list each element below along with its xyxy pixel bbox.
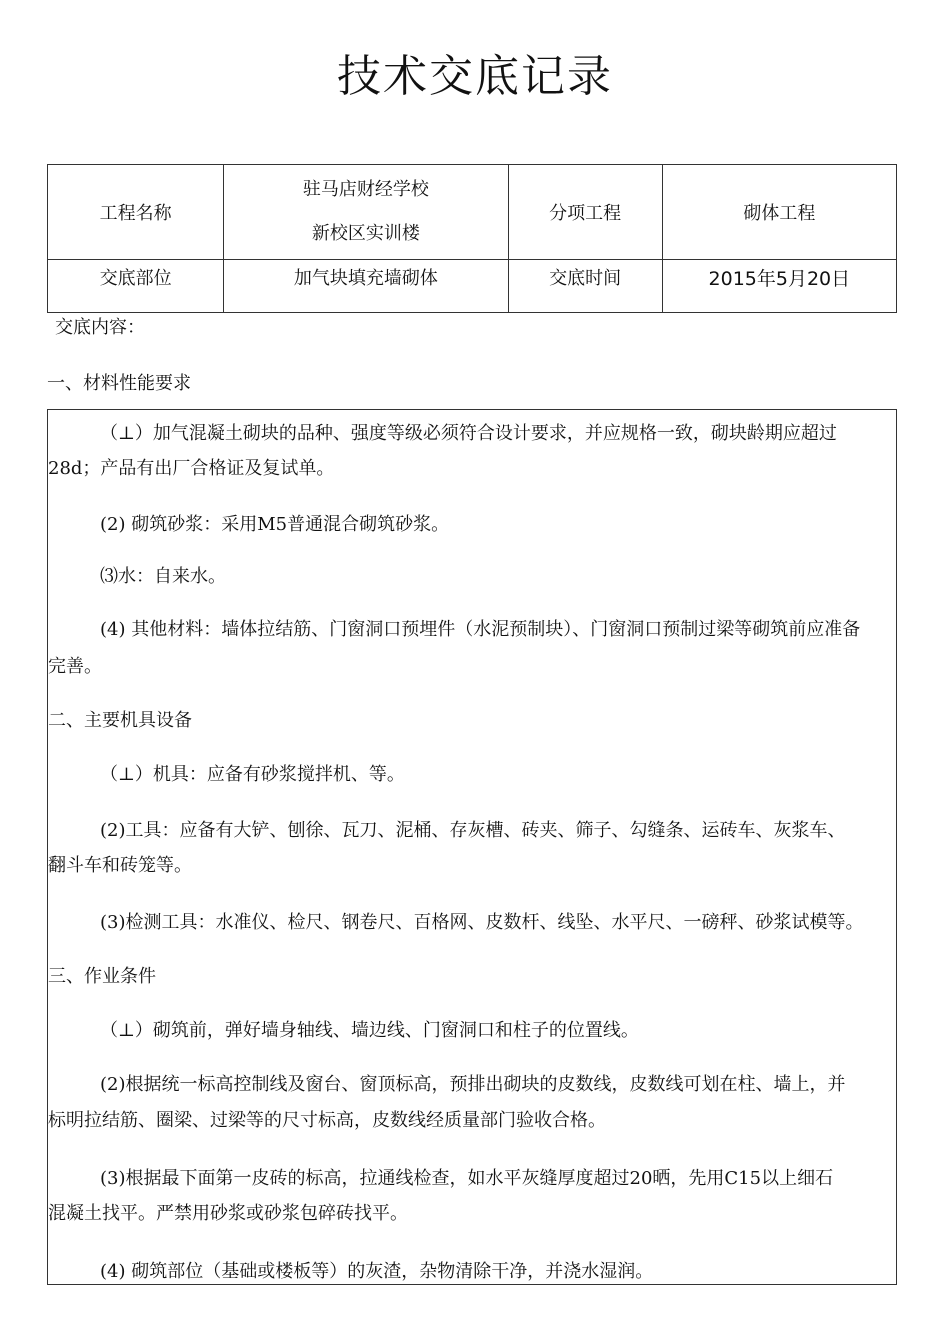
s3-p2a: (2)根据统一标高控制线及窗台、窗顶标高，预排出砌块的皮数线，皮数线可划在柱、墙上，并 <box>100 1074 846 1095</box>
s3-p3b: 混凝土找平。严禁用砂浆或砂浆包碎砖找平。 <box>48 1203 408 1224</box>
s1-p1a: （⊥）加气混凝土砌块的品种、强度等级必须符合设计要求，并应规格一致，砌块龄期应超过 <box>100 423 837 444</box>
s2-p2a: (2)工具：应备有大铲、刨徐、瓦刀、泥桶、存灰槽、砖夹、筛子、勾缝条、运砖车、灰浆车、 <box>100 820 846 841</box>
section-1-title: 一、材料性能要求 <box>47 373 191 394</box>
project-name-cell <box>224 165 508 260</box>
table-row <box>48 260 897 313</box>
info-table <box>47 164 897 313</box>
content-label: 交底内容： <box>55 317 145 338</box>
time-value: 2015年5月20日 <box>662 260 896 313</box>
s3-p1: （⊥）砌筑前，弹好墙身轴线、墙边线、门窗洞口和柱子的位置线。 <box>100 1020 639 1041</box>
part-label: 交底部位 <box>48 260 224 313</box>
s3-p3a: (3)根据最下面第一皮砖的标高，拉通线检查，如水平灰缝厚度超过20晒，先用C15以上细石 <box>100 1168 834 1189</box>
page-title: 技术交底记录 <box>337 51 613 102</box>
section-3-title: 三、作业条件 <box>48 966 156 987</box>
s1-p4a: (4) 其他材料：墙体拉结筋、门窗洞口预埋件（水泥预制块）、门窗洞口预制过梁等砌筑前应准备 <box>100 619 861 640</box>
content-box <box>47 409 897 1285</box>
s2-p3: (3)检测工具：水准仪、检尺、钢卷尺、百格网、皮数杆、线坠、水平尺、一磅秤、砂浆试模等。 <box>100 912 864 933</box>
s3-p4: (4) 砌筑部位（基础或楼板等）的灰渣，杂物清除干净，并浇水湿润。 <box>100 1261 654 1282</box>
s2-p2b: 翻斗车和砖笼等。 <box>48 855 192 876</box>
s3-p2b: 标明拉结筋、圈梁、过梁等的尺寸标高，皮数线经质量部门验收合格。 <box>48 1110 606 1131</box>
s1-p2: (2) 砌筑砂浆：采用M5普通混合砌筑砂浆。 <box>100 514 450 535</box>
project-name-line1: 驻马店财经学校 <box>302 179 429 200</box>
project-label: 工程名称 <box>48 165 224 260</box>
subitem-label: 分项工程 <box>508 165 662 260</box>
time-label: 交底时间 <box>508 260 662 313</box>
section-2-title: 二、主要机具设备 <box>48 710 192 731</box>
part-value: 加气块填充墙砌体 <box>224 260 508 313</box>
table-row <box>48 165 897 260</box>
s2-p1: （⊥）机具：应备有砂浆搅拌机、等。 <box>100 764 405 785</box>
project-name-line2: 新校区实训楼 <box>311 223 420 244</box>
s1-p3: ⑶水：自来水。 <box>100 566 226 587</box>
subitem-value: 砌体工程 <box>662 165 896 260</box>
s1-p4b: 完善。 <box>48 656 102 677</box>
s1-p1b: 28d；产品有出厂合格证及复试单。 <box>48 458 335 479</box>
